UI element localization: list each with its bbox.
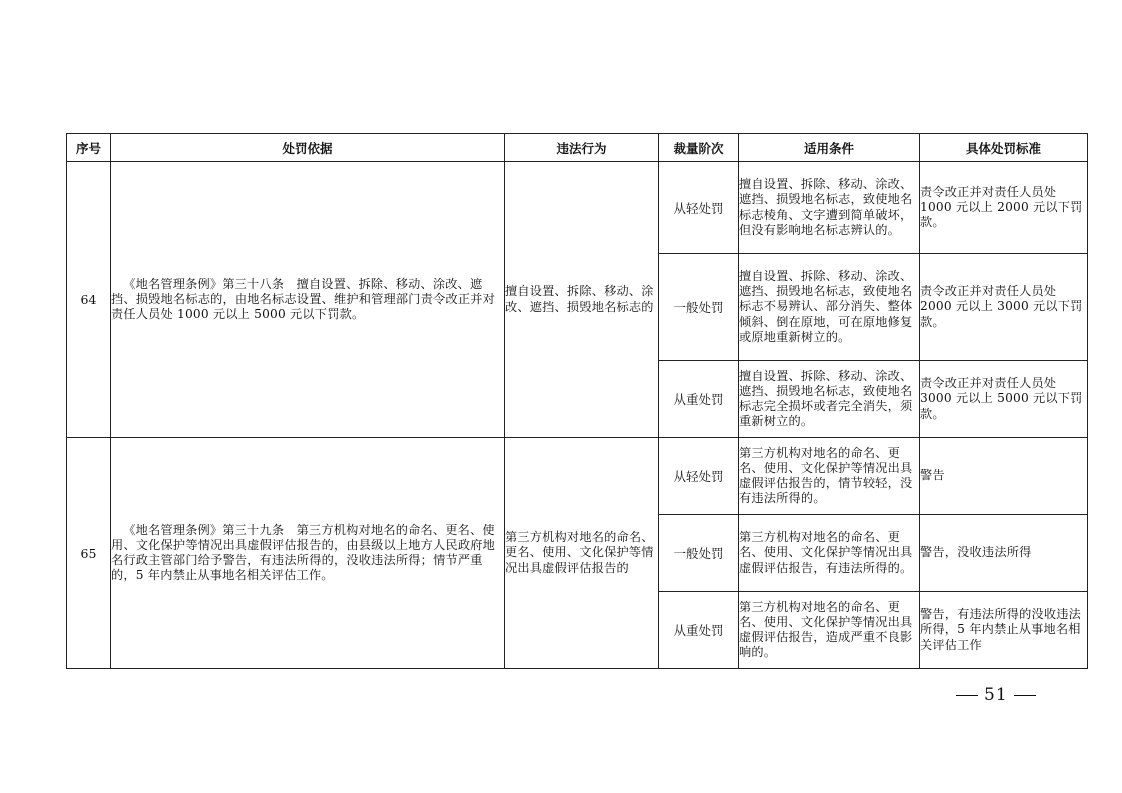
- discretion-level: 从重处罚: [659, 592, 739, 669]
- penalty-standard: 责令改正并对责任人员处 2000 元以上 3000 元以下罚款。: [920, 254, 1088, 361]
- discretion-level: 从轻处罚: [659, 162, 739, 254]
- applicable-condition: 第三方机构对地名的命名、更名、使用、文化保护等情况出具虚假评估报告，有违法所得的。: [739, 515, 920, 592]
- row-number: 64: [67, 162, 111, 438]
- header-basis: 处罚依据: [111, 134, 505, 162]
- header-standard: 具体处罚标准: [920, 134, 1088, 162]
- header-serial: 序号: [67, 134, 111, 162]
- footer-dash-left: [956, 695, 978, 696]
- penalty-standard: 责令改正并对责任人员处 1000 元以上 2000 元以下罚款。: [920, 162, 1088, 254]
- applicable-condition: 第三方机构对地名的命名、更名、使用、文化保护等情况出具虚假评估报告，造成严重不良影响的。: [739, 592, 920, 669]
- discretion-level: 从重处罚: [659, 361, 739, 438]
- footer-dash-right: [1014, 695, 1036, 696]
- discretion-level: 从轻处罚: [659, 438, 739, 515]
- penalty-basis: 《地名管理条例》第三十八条 擅自设置、拆除、移动、涂改、遮挡、损毁地名标志的，由地名标志设置、维护和管理部门责令改正并对责任人员处 1000 元以上 5000 元以下罚款。: [111, 162, 505, 438]
- header-behavior: 违法行为: [505, 134, 659, 162]
- table-row: [67, 162, 1088, 254]
- discretion-level: 一般处罚: [659, 515, 739, 592]
- applicable-condition: 擅自设置、拆除、移动、涂改、遮挡、损毁地名标志，致使地名标志完全损坏或者完全消失，须重新树立的。: [739, 361, 920, 438]
- violation-behavior: 第三方机构对地名的命名、更名、使用、文化保护等情况出具虚假评估报告的: [505, 438, 659, 669]
- penalty-standard: 责令改正并对责任人员处 3000 元以上 5000 元以下罚款。: [920, 361, 1088, 438]
- applicable-condition: 擅自设置、拆除、移动、涂改、遮挡、损毁地名标志，致使地名标志棱角、文字遭到简单破坏，但没有影响地名标志辨认的。: [739, 162, 920, 254]
- row-number: 65: [67, 438, 111, 669]
- discretion-level: 一般处罚: [659, 254, 739, 361]
- page-number: 51: [984, 685, 1008, 705]
- header-condition: 适用条件: [739, 134, 920, 162]
- header-level: 裁量阶次: [659, 134, 739, 162]
- violation-behavior: 擅自设置、拆除、移动、涂改、遮挡、损毁地名标志的: [505, 162, 659, 438]
- applicable-condition: 擅自设置、拆除、移动、涂改、遮挡、损毁地名标志，致使地名标志不易辨认、部分消失、整体倾斜、倒在原地，可在原地修复或原地重新树立的。: [739, 254, 920, 361]
- table-row: [67, 438, 1088, 515]
- penalty-table: [66, 133, 1088, 669]
- table-header-row: [67, 134, 1088, 162]
- penalty-standard: 警告: [920, 438, 1088, 515]
- penalty-standard: 警告，有违法所得的没收违法所得，5 年内禁止从事地名相关评估工作: [920, 592, 1088, 669]
- applicable-condition: 第三方机构对地名的命名、更名、使用、文化保护等情况出具虚假评估报告的，情节较轻，没有违法所得的。: [739, 438, 920, 515]
- penalty-standard: 警告，没收违法所得: [920, 515, 1088, 592]
- page-footer: [950, 685, 1042, 705]
- penalty-basis: 《地名管理条例》第三十九条 第三方机构对地名的命名、更名、使用、文化保护等情况出具虚假评估报告的，由县级以上地方人民政府地名行政主管部门给予警告，有违法所得的，没收违法所得；情节严重的，5 年内禁止从事地名相关评估工作。: [111, 438, 505, 669]
